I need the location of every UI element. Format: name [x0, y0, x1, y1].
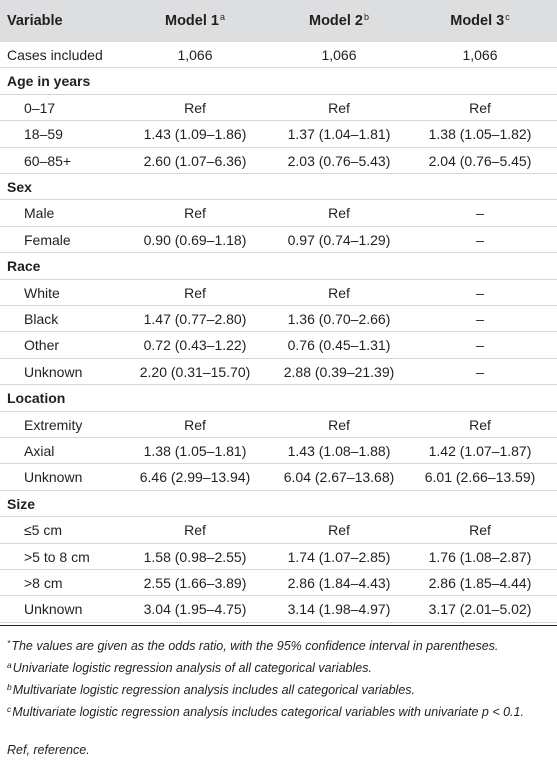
- group-header-row: [0, 174, 557, 200]
- model-1-cell: 1.47 (0.77–2.80): [143, 311, 247, 327]
- variable-cell: 18–59: [24, 126, 63, 143]
- variable-cell: Cases included: [7, 47, 103, 63]
- variable-cell: Axial: [24, 443, 55, 459]
- model-1-cell: 6.46 (2.99–13.94): [139, 469, 251, 486]
- group-label: Sex: [7, 179, 32, 195]
- model-2-cell: 3.14 (1.98–4.97): [287, 601, 391, 618]
- model-3-cell: 1,066: [462, 47, 498, 63]
- group-header-row: [0, 385, 557, 411]
- model-3-cell: Ref: [469, 99, 491, 116]
- model-3-cell: 2.04 (0.76–5.45): [428, 152, 532, 169]
- footnote-c: $^c$Multivariate logistic regression analysis includes categorical variables with univariate p < 0.1.: [7, 704, 524, 719]
- model-3-cell: –: [476, 363, 484, 380]
- model-1-cell: 3.04 (1.95–4.75): [143, 601, 247, 618]
- model-3-cell: –: [476, 337, 484, 354]
- header-model-3: Model 3$^c$: [450, 12, 510, 29]
- group-label: Race: [7, 258, 41, 275]
- variable-cell: >5 to 8 cm: [24, 548, 90, 565]
- model-2-cell: 2.03 (0.76–5.43): [287, 152, 391, 169]
- table-row: [0, 517, 557, 543]
- group-label: Age in years: [7, 73, 91, 90]
- table-row: [0, 596, 557, 622]
- model-1-cell: 2.60 (1.07–6.36): [143, 152, 247, 169]
- model-1-cell: 1.58 (0.98–2.55): [143, 548, 247, 565]
- variable-cell: 60–85+: [24, 152, 72, 169]
- footnote-b: $^b$Multivariate logistic regression analysis includes all categorical variables.: [7, 682, 415, 697]
- group-header-row: [0, 68, 557, 94]
- model-2-cell: Ref: [328, 99, 350, 116]
- table-row: [0, 570, 557, 596]
- table-row: [0, 200, 557, 226]
- model-2-cell: 1,066: [321, 47, 357, 63]
- table-row: [0, 544, 557, 570]
- model-2-cell: 2.88 (0.39–21.39): [283, 363, 395, 380]
- header-variable: Variable: [7, 13, 63, 29]
- model-2-cell: 1.74 (1.07–2.85): [287, 548, 391, 565]
- variable-cell: Unknown: [24, 469, 83, 486]
- variable-cell: 0–17: [24, 99, 56, 116]
- footnote-a: $^a$Univariate logistic regression analysis of all categorical variables.: [7, 660, 372, 675]
- model-2-cell: Ref: [328, 284, 350, 301]
- model-2-cell: Ref: [328, 416, 350, 433]
- footnote-star: *The values are given as the odds ratio, with the 95% confidence interval in parentheses.: [7, 638, 499, 653]
- model-2-cell: 6.04 (2.67–13.68): [283, 469, 395, 486]
- header-model-2: Model 2$^b$: [309, 12, 369, 29]
- model-1-cell: Ref: [184, 416, 206, 433]
- variable-cell: >8 cm: [24, 575, 63, 591]
- variable-cell: White: [24, 284, 60, 301]
- model-3-cell: –: [476, 311, 484, 327]
- model-3-cell: –: [476, 205, 484, 222]
- table-row: [0, 280, 557, 306]
- model-3-cell: 1.38 (1.05–1.82): [428, 126, 532, 143]
- variable-cell: Unknown: [24, 601, 83, 618]
- table-row: [0, 412, 557, 438]
- model-1-cell: Ref: [184, 99, 206, 116]
- model-1-cell: 1,066: [177, 47, 213, 63]
- model-1-cell: 1.43 (1.09–1.86): [143, 126, 247, 143]
- model-2-cell: 2.86 (1.84–4.43): [287, 575, 391, 591]
- table-row: [0, 148, 557, 174]
- group-header-row: [0, 253, 557, 279]
- variable-cell: Other: [24, 337, 60, 354]
- table-header: [0, 0, 557, 42]
- table-row: [0, 121, 557, 147]
- footnote-ref: Ref, reference.: [7, 743, 90, 757]
- table-row: [0, 306, 557, 332]
- model-2-cell: 0.76 (0.45–1.31): [287, 337, 391, 354]
- model-1-cell: 0.72 (0.43–1.22): [143, 337, 247, 354]
- model-3-cell: Ref: [469, 416, 491, 433]
- model-3-cell: –: [476, 231, 484, 248]
- model-2-cell: 0.97 (0.74–1.29): [287, 231, 391, 248]
- model-2-cell: 1.37 (1.04–1.81): [287, 126, 391, 143]
- model-1-cell: 1.38 (1.05–1.81): [143, 443, 247, 459]
- model-1-cell: Ref: [184, 205, 206, 222]
- model-3-cell: Ref: [469, 522, 491, 539]
- group-label: Size: [7, 495, 36, 512]
- variable-cell: Black: [24, 311, 59, 327]
- variable-cell: Extremity: [24, 416, 83, 433]
- model-1-cell: 0.90 (0.69–1.18): [143, 231, 247, 248]
- model-3-cell: 3.17 (2.01–5.02): [428, 601, 532, 618]
- group-label: Location: [7, 390, 66, 407]
- model-1-cell: 2.55 (1.66–3.89): [143, 575, 247, 591]
- model-2-cell: Ref: [328, 205, 350, 222]
- model-1-cell: Ref: [184, 284, 206, 301]
- table-row: [0, 464, 557, 490]
- group-header-row: [0, 491, 557, 517]
- model-2-cell: Ref: [328, 522, 350, 539]
- table-row: [0, 332, 557, 358]
- variable-cell: Male: [24, 205, 55, 222]
- variable-cell: Unknown: [24, 363, 83, 380]
- model-3-cell: 6.01 (2.66–13.59): [424, 469, 536, 486]
- model-2-cell: 1.36 (0.70–2.66): [287, 311, 391, 327]
- table-row: [0, 438, 557, 464]
- header-model-1: Model 1$^a$: [165, 12, 225, 29]
- table-row: [0, 359, 557, 385]
- variable-cell: ≤5 cm: [24, 522, 63, 539]
- variable-cell: Female: [24, 231, 71, 248]
- model-1-cell: Ref: [184, 522, 206, 539]
- table-footnotes: [0, 625, 557, 770]
- table-row: [0, 95, 557, 121]
- table-row: [0, 42, 557, 68]
- model-3-cell: –: [476, 284, 484, 301]
- model-3-cell: 1.76 (1.08–2.87): [428, 548, 532, 565]
- model-2-cell: 1.43 (1.08–1.88): [287, 443, 391, 459]
- table-row: [0, 227, 557, 253]
- model-3-cell: 1.42 (1.07–1.87): [428, 443, 532, 459]
- model-3-cell: 2.86 (1.85–4.44): [428, 575, 532, 591]
- model-1-cell: 2.20 (0.31–15.70): [139, 363, 251, 380]
